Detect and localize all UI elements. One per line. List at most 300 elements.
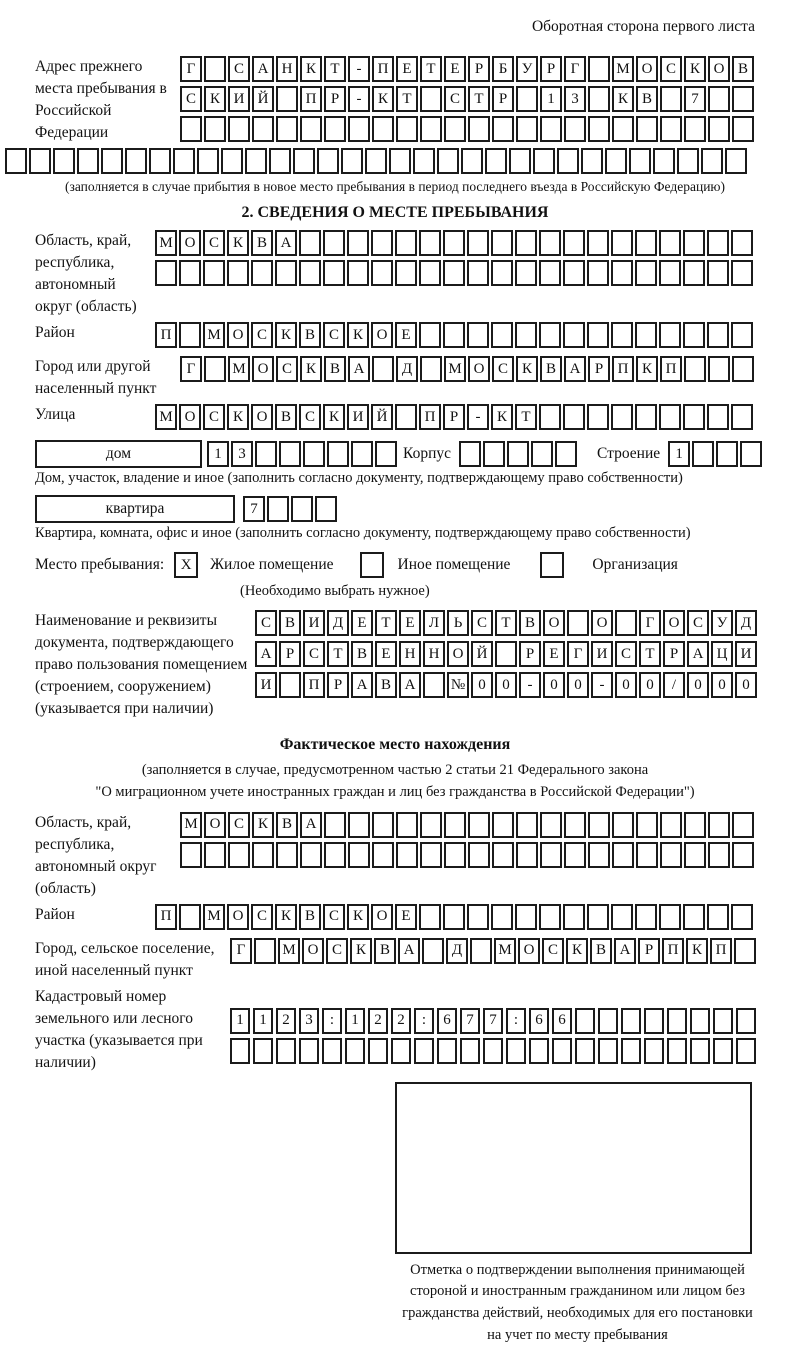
char-cell[interactable]: С [203,230,225,256]
char-cell[interactable]: П [662,938,684,964]
char-cell[interactable]: О [591,610,613,636]
char-cell[interactable] [420,812,442,838]
char-cell[interactable]: К [350,938,372,964]
char-cell[interactable] [204,356,226,382]
char-cell[interactable] [395,404,417,430]
char-cell[interactable]: 7 [483,1008,503,1034]
char-cell[interactable]: - [519,672,541,698]
char-cell[interactable] [422,938,444,964]
char-cell[interactable] [732,812,754,838]
char-cell[interactable]: 0 [615,672,637,698]
char-cell[interactable] [468,812,490,838]
char-cell[interactable] [180,116,202,142]
char-cell[interactable]: В [590,938,612,964]
char-cell[interactable] [470,938,492,964]
char-cell[interactable] [731,322,753,348]
char-cell[interactable]: 7 [243,496,265,522]
char-cell[interactable] [228,116,250,142]
char-cell[interactable] [644,1008,664,1034]
char-cell[interactable]: Д [396,356,418,382]
char-cell[interactable]: С [492,356,514,382]
char-cell[interactable] [529,1038,549,1064]
char-cell[interactable] [716,441,738,467]
char-cell[interactable] [621,1008,641,1034]
char-cell[interactable] [396,842,418,868]
char-cell[interactable] [420,356,442,382]
char-cell[interactable]: С [255,610,277,636]
char-cell[interactable]: М [155,404,177,430]
char-cell[interactable] [692,441,714,467]
char-cell[interactable] [707,260,729,286]
char-cell[interactable]: 0 [711,672,733,698]
char-cell[interactable] [707,322,729,348]
char-cell[interactable] [276,116,298,142]
char-cell[interactable] [371,260,393,286]
char-cell[interactable] [459,441,481,467]
char-cell[interactable]: Г [230,938,252,964]
char-cell[interactable] [683,260,705,286]
char-cell[interactable]: А [687,641,709,667]
char-cell[interactable] [611,904,633,930]
char-cell[interactable] [230,1038,250,1064]
char-cell[interactable]: С [660,56,682,82]
char-cell[interactable]: Е [396,56,418,82]
char-cell[interactable] [667,1008,687,1034]
char-cell[interactable] [635,260,657,286]
char-cell[interactable] [483,1038,503,1064]
char-cell[interactable] [731,230,753,256]
char-cell[interactable]: Р [327,672,349,698]
char-cell[interactable] [371,230,393,256]
char-cell[interactable]: В [540,356,562,382]
char-cell[interactable] [396,812,418,838]
char-cell[interactable]: С [251,322,273,348]
char-cell[interactable]: К [516,356,538,382]
char-cell[interactable] [197,148,219,174]
char-cell[interactable] [644,1038,664,1064]
char-cell[interactable] [732,356,754,382]
char-cell[interactable] [539,404,561,430]
char-cell[interactable]: Т [639,641,661,667]
char-cell[interactable]: К [372,86,394,112]
char-cell[interactable] [491,904,513,930]
char-cell[interactable] [347,230,369,256]
char-cell[interactable] [509,148,531,174]
char-cell[interactable] [347,260,369,286]
char-cell[interactable]: А [398,938,420,964]
char-cell[interactable] [391,1038,411,1064]
char-cell[interactable] [365,148,387,174]
char-cell[interactable]: К [275,322,297,348]
char-cell[interactable] [155,260,177,286]
char-cell[interactable]: К [275,904,297,930]
char-cell[interactable]: К [323,404,345,430]
char-cell[interactable]: 2 [368,1008,388,1034]
char-cell[interactable] [276,842,298,868]
char-cell[interactable] [322,1038,342,1064]
char-cell[interactable] [621,1038,641,1064]
char-cell[interactable]: С [299,404,321,430]
char-cell[interactable]: 0 [471,672,493,698]
char-cell[interactable] [659,404,681,430]
char-cell[interactable] [612,116,634,142]
char-cell[interactable] [629,148,651,174]
char-cell[interactable] [588,86,610,112]
char-cell[interactable] [252,116,274,142]
char-cell[interactable] [611,404,633,430]
char-cell[interactable] [540,116,562,142]
char-cell[interactable]: И [591,641,613,667]
char-cell[interactable]: : [414,1008,434,1034]
char-cell[interactable]: 2 [276,1008,296,1034]
char-cell[interactable] [539,230,561,256]
char-cell[interactable] [707,230,729,256]
char-cell[interactable]: М [203,322,225,348]
char-cell[interactable] [605,148,627,174]
char-cell[interactable] [598,1038,618,1064]
char-cell[interactable]: К [684,56,706,82]
char-cell[interactable]: Е [543,641,565,667]
char-cell[interactable]: - [348,86,370,112]
char-cell[interactable]: Е [444,56,466,82]
char-cell[interactable]: Г [567,641,589,667]
char-cell[interactable] [540,842,562,868]
char-cell[interactable] [736,1008,756,1034]
char-cell[interactable] [491,322,513,348]
char-cell[interactable]: О [227,904,249,930]
char-cell[interactable]: Р [279,641,301,667]
char-cell[interactable] [279,672,301,698]
char-cell[interactable] [395,230,417,256]
char-cell[interactable]: - [348,56,370,82]
char-cell[interactable]: К [347,322,369,348]
char-cell[interactable] [708,356,730,382]
char-cell[interactable] [323,260,345,286]
char-cell[interactable]: С [471,610,493,636]
char-cell[interactable] [563,260,585,286]
char-cell[interactable]: А [275,230,297,256]
char-cell[interactable]: 0 [735,672,757,698]
char-cell[interactable] [707,404,729,430]
char-cell[interactable] [587,230,609,256]
char-cell[interactable] [515,322,537,348]
char-cell[interactable] [299,1038,319,1064]
char-cell[interactable] [221,148,243,174]
char-cell[interactable] [588,116,610,142]
char-cell[interactable] [659,904,681,930]
char-cell[interactable]: Ь [447,610,469,636]
char-cell[interactable] [444,842,466,868]
char-cell[interactable]: О [302,938,324,964]
char-cell[interactable]: Р [638,938,660,964]
char-cell[interactable] [419,904,441,930]
char-cell[interactable]: Р [588,356,610,382]
char-cell[interactable]: Р [443,404,465,430]
char-cell[interactable] [324,842,346,868]
char-cell[interactable]: Л [423,610,445,636]
char-cell[interactable]: Т [495,610,517,636]
char-cell[interactable]: С [228,812,250,838]
char-cell[interactable]: В [279,610,301,636]
char-cell[interactable] [351,441,373,467]
char-cell[interactable]: 3 [564,86,586,112]
char-cell[interactable] [683,230,705,256]
char-cell[interactable]: : [322,1008,342,1034]
char-cell[interactable] [419,230,441,256]
char-cell[interactable] [419,322,441,348]
char-cell[interactable]: - [467,404,489,430]
char-cell[interactable] [300,842,322,868]
char-cell[interactable]: О [204,812,226,838]
char-cell[interactable] [179,260,201,286]
char-cell[interactable]: 1 [345,1008,365,1034]
char-cell[interactable]: С [542,938,564,964]
char-cell[interactable] [731,904,753,930]
char-cell[interactable]: П [303,672,325,698]
char-cell[interactable]: П [660,356,682,382]
char-cell[interactable]: О [227,322,249,348]
char-cell[interactable] [204,842,226,868]
char-cell[interactable] [587,322,609,348]
char-cell[interactable] [563,404,585,430]
char-cell[interactable]: Т [324,56,346,82]
char-cell[interactable]: - [591,672,613,698]
char-cell[interactable] [588,812,610,838]
char-cell[interactable]: М [278,938,300,964]
char-cell[interactable]: 0 [687,672,709,698]
char-cell[interactable] [677,148,699,174]
char-cell[interactable]: Ц [711,641,733,667]
char-cell[interactable] [660,116,682,142]
char-cell[interactable] [443,904,465,930]
char-cell[interactable] [516,842,538,868]
char-cell[interactable] [684,356,706,382]
char-cell[interactable]: А [300,812,322,838]
char-cell[interactable]: А [351,672,373,698]
char-cell[interactable] [667,1038,687,1064]
char-cell[interactable]: Е [395,904,417,930]
char-cell[interactable]: В [351,641,373,667]
char-cell[interactable]: О [251,404,273,430]
char-cell[interactable]: Б [492,56,514,82]
char-cell[interactable] [563,904,585,930]
char-cell[interactable]: Т [375,610,397,636]
char-cell[interactable] [659,260,681,286]
char-cell[interactable]: П [612,356,634,382]
char-cell[interactable] [701,148,723,174]
char-cell[interactable] [539,904,561,930]
char-cell[interactable]: С [615,641,637,667]
char-cell[interactable] [396,116,418,142]
char-cell[interactable]: О [179,230,201,256]
char-cell[interactable] [636,812,658,838]
char-cell[interactable] [683,904,705,930]
char-cell[interactable] [587,260,609,286]
char-cell[interactable]: И [735,641,757,667]
char-cell[interactable]: С [687,610,709,636]
char-cell[interactable] [492,842,514,868]
char-cell[interactable] [690,1038,710,1064]
char-cell[interactable]: М [494,938,516,964]
char-cell[interactable]: К [300,356,322,382]
char-cell[interactable]: О [252,356,274,382]
char-cell[interactable]: Р [492,86,514,112]
char-cell[interactable]: С [203,404,225,430]
char-cell[interactable] [437,148,459,174]
char-cell[interactable]: П [155,904,177,930]
house-box[interactable]: дом [35,440,202,468]
char-cell[interactable] [708,116,730,142]
char-cell[interactable]: У [711,610,733,636]
char-cell[interactable] [299,230,321,256]
char-cell[interactable] [491,230,513,256]
char-cell[interactable]: 7 [460,1008,480,1034]
char-cell[interactable] [567,610,589,636]
char-cell[interactable] [598,1008,618,1034]
char-cell[interactable] [636,842,658,868]
char-cell[interactable]: О [543,610,565,636]
char-cell[interactable]: К [227,230,249,256]
char-cell[interactable]: К [491,404,513,430]
char-cell[interactable]: К [636,356,658,382]
char-cell[interactable] [660,812,682,838]
char-cell[interactable]: О [663,610,685,636]
char-cell[interactable]: Н [276,56,298,82]
char-cell[interactable] [660,86,682,112]
char-cell[interactable] [252,842,274,868]
char-cell[interactable]: 6 [437,1008,457,1034]
char-cell[interactable] [324,812,346,838]
char-cell[interactable] [575,1038,595,1064]
char-cell[interactable] [495,641,517,667]
char-cell[interactable] [713,1038,733,1064]
char-cell[interactable] [612,812,634,838]
char-cell[interactable] [725,148,747,174]
char-cell[interactable] [389,148,411,174]
char-cell[interactable] [516,86,538,112]
char-cell[interactable] [611,260,633,286]
char-cell[interactable] [203,260,225,286]
char-cell[interactable]: Г [564,56,586,82]
char-cell[interactable] [348,812,370,838]
char-cell[interactable] [492,116,514,142]
char-cell[interactable] [708,842,730,868]
char-cell[interactable] [539,260,561,286]
char-cell[interactable]: Д [446,938,468,964]
char-cell[interactable]: Н [399,641,421,667]
char-cell[interactable] [303,441,325,467]
char-cell[interactable] [615,610,637,636]
char-cell[interactable]: К [300,56,322,82]
char-cell[interactable] [253,1038,273,1064]
char-cell[interactable] [563,322,585,348]
char-cell[interactable]: М [228,356,250,382]
char-cell[interactable] [659,322,681,348]
char-cell[interactable]: О [371,904,393,930]
char-cell[interactable]: Д [735,610,757,636]
char-cell[interactable]: Р [519,641,541,667]
char-cell[interactable] [552,1038,572,1064]
char-cell[interactable] [254,938,276,964]
char-cell[interactable] [515,904,537,930]
char-cell[interactable]: Д [327,610,349,636]
char-cell[interactable] [251,260,273,286]
char-cell[interactable] [690,1008,710,1034]
char-cell[interactable] [372,116,394,142]
char-cell[interactable] [444,812,466,838]
char-cell[interactable] [420,842,442,868]
char-cell[interactable]: 6 [552,1008,572,1034]
char-cell[interactable]: Й [252,86,274,112]
char-cell[interactable]: К [566,938,588,964]
stay-type-checkbox-organization[interactable] [540,552,564,578]
char-cell[interactable] [684,842,706,868]
char-cell[interactable] [732,116,754,142]
char-cell[interactable]: У [516,56,538,82]
apartment-box[interactable]: квартира [35,495,235,523]
char-cell[interactable] [179,904,201,930]
char-cell[interactable] [375,441,397,467]
char-cell[interactable] [227,260,249,286]
char-cell[interactable]: А [252,56,274,82]
char-cell[interactable] [587,404,609,430]
char-cell[interactable] [348,116,370,142]
char-cell[interactable] [267,496,289,522]
char-cell[interactable]: А [564,356,586,382]
char-cell[interactable] [368,1038,388,1064]
char-cell[interactable]: Т [515,404,537,430]
char-cell[interactable]: Р [468,56,490,82]
char-cell[interactable] [255,441,277,467]
char-cell[interactable] [443,322,465,348]
char-cell[interactable]: О [636,56,658,82]
char-cell[interactable]: А [255,641,277,667]
char-cell[interactable] [372,356,394,382]
char-cell[interactable]: Р [324,86,346,112]
char-cell[interactable]: И [255,672,277,698]
char-cell[interactable] [348,842,370,868]
char-cell[interactable]: А [348,356,370,382]
char-cell[interactable]: А [614,938,636,964]
char-cell[interactable]: Р [540,56,562,82]
char-cell[interactable]: Г [639,610,661,636]
char-cell[interactable] [635,904,657,930]
char-cell[interactable] [414,1038,434,1064]
char-cell[interactable]: И [228,86,250,112]
char-cell[interactable] [515,260,537,286]
char-cell[interactable] [444,116,466,142]
char-cell[interactable]: Т [396,86,418,112]
char-cell[interactable] [539,322,561,348]
char-cell[interactable]: Г [180,356,202,382]
char-cell[interactable]: 3 [231,441,253,467]
char-cell[interactable]: Й [371,404,393,430]
char-cell[interactable] [635,322,657,348]
char-cell[interactable] [635,230,657,256]
char-cell[interactable] [684,116,706,142]
char-cell[interactable]: 2 [391,1008,411,1034]
char-cell[interactable]: С [180,86,202,112]
char-cell[interactable] [443,230,465,256]
char-cell[interactable]: О [447,641,469,667]
char-cell[interactable]: Т [468,86,490,112]
char-cell[interactable]: М [203,904,225,930]
char-cell[interactable] [204,116,226,142]
char-cell[interactable]: : [506,1008,526,1034]
char-cell[interactable]: С [326,938,348,964]
char-cell[interactable]: Т [420,56,442,82]
char-cell[interactable]: И [303,610,325,636]
